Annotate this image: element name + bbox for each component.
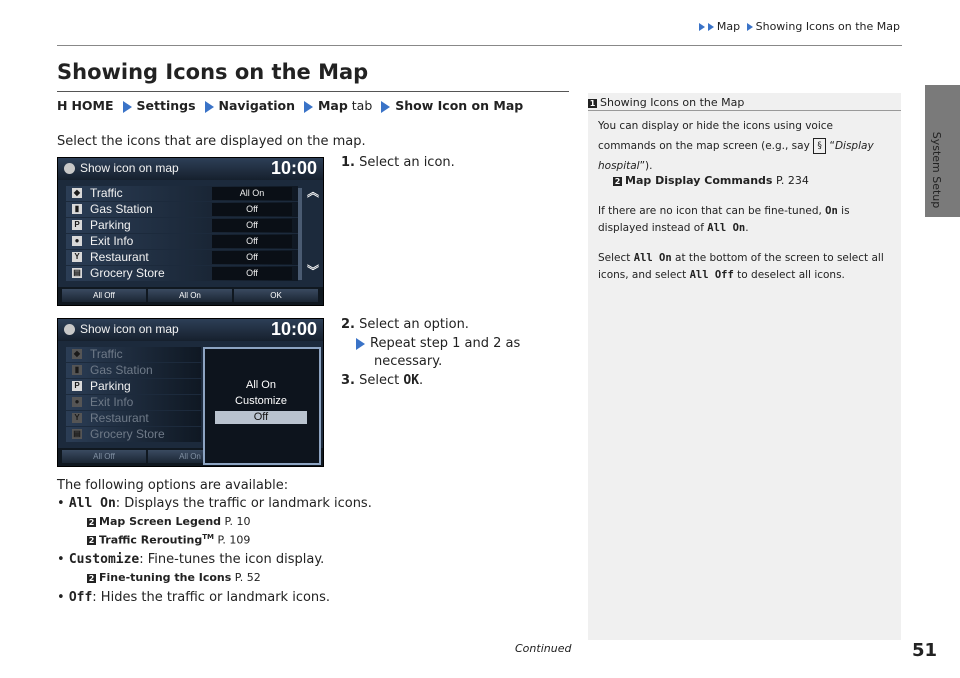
customize-name: Customize [68, 552, 140, 567]
nav-tab-word: tab [351, 98, 373, 113]
arrow-icon [381, 101, 390, 113]
text: All Off [689, 269, 734, 281]
option-popup [203, 347, 321, 465]
breadcrumb-section: Showing Icons on the Map [755, 20, 900, 33]
screen-header [58, 158, 323, 180]
ref-title: Map Display Commands [625, 174, 773, 187]
ref-title: Traffic Rerouting [99, 533, 203, 547]
arrow-icon [747, 23, 753, 31]
text: All On [633, 252, 672, 264]
screen-title: Show icon on map [80, 322, 179, 336]
screen-title: Show icon on map [80, 161, 179, 175]
screen-header [58, 319, 323, 341]
step-2-sub-text-2: necessary. [374, 354, 443, 369]
text: Select [598, 252, 631, 264]
restaurant-icon: Y [72, 252, 82, 262]
customize-desc: : Fine-tunes the icon display. [139, 552, 325, 567]
traffic-icon: ◆ [73, 188, 81, 197]
step-2-sub [356, 335, 520, 371]
nav-home: HOME [71, 98, 114, 113]
row-label: Restaurant [90, 411, 149, 425]
cross-reference-icon: 2 [88, 536, 95, 546]
text: icons, and select [598, 269, 687, 281]
bullet: • [57, 496, 65, 511]
text: . [745, 222, 749, 234]
ref-title: Map Screen Legend [99, 515, 222, 528]
icon-row-restaurant[interactable] [66, 250, 298, 265]
traffic-icon: ◆ [73, 349, 81, 358]
row-label: Exit Info [90, 395, 134, 409]
bullet: • [57, 552, 65, 567]
row-label: Gas Station [90, 202, 153, 216]
text: at the bottom of the screen to select all [675, 252, 884, 264]
arrow-icon [123, 101, 132, 113]
step-3-pre: Select [359, 373, 400, 388]
text: ”). [639, 160, 653, 172]
arrow-icon [304, 101, 313, 113]
text: is [841, 205, 850, 217]
option-off[interactable]: Off [215, 411, 307, 424]
ref-traffic-rerouting[interactable] [87, 533, 250, 547]
row-label: Restaurant [90, 250, 149, 264]
text: hospital [598, 160, 640, 172]
side-tab-label: System Setup [930, 131, 943, 209]
row-value: All On [212, 187, 292, 200]
screen-home-icon [64, 163, 75, 174]
all-on-desc: : Displays the traffic or landmark icons. [115, 496, 372, 511]
step-2-num: 2. [341, 317, 355, 332]
nav-show-icon: Show Icon on Map [395, 98, 524, 113]
talk-button-icon: § [813, 138, 826, 154]
ref-fine-tuning[interactable] [87, 571, 261, 584]
all-off-button[interactable]: All Off [62, 289, 146, 302]
step-2 [341, 317, 469, 332]
icon-row-traffic [66, 347, 201, 362]
page-number: 51 [912, 640, 938, 661]
ref-page: P. 234 [775, 174, 809, 187]
nav-map: Map [317, 98, 348, 113]
step-1-num: 1. [341, 155, 355, 170]
intro-text: Select the icons that are displayed on the map. [57, 134, 366, 149]
step-2-sub-text: Repeat step 1 and 2 as [370, 336, 521, 351]
ref-page: P. 10 [224, 515, 251, 528]
text: Display [834, 140, 874, 152]
icon-row-traffic[interactable] [66, 186, 298, 201]
arrow-icon [356, 338, 365, 350]
page-title: Showing Icons on the Map [57, 60, 369, 84]
header-rule [57, 45, 902, 46]
exit-info-icon: ● [72, 236, 82, 246]
sidebar-heading-text: Showing Icons on the Map [600, 96, 745, 109]
text: “ [829, 140, 835, 152]
screen-clock: 10:00 [270, 319, 317, 339]
sidebar-para-1 [598, 116, 893, 176]
row-label: Grocery Store [90, 427, 165, 441]
text: displayed instead of [598, 222, 704, 234]
running-header [699, 20, 900, 33]
cross-reference-icon: 2 [88, 517, 95, 527]
cross-reference-icon: 2 [614, 176, 621, 186]
arrow-icon [205, 101, 214, 113]
text: to deselect all icons. [737, 269, 845, 281]
row-label: Parking [90, 218, 131, 232]
all-on-button[interactable]: All On [148, 289, 232, 302]
grocery-store-icon: ▤ [73, 429, 81, 438]
row-label: Traffic [90, 347, 123, 361]
parking-icon: P [72, 220, 82, 230]
bullet: • [57, 590, 65, 605]
exit-info-icon: ● [72, 397, 82, 407]
sidebar-heading [588, 96, 744, 109]
icon-row-grocery-store [66, 427, 201, 442]
option-customize-item [57, 552, 324, 567]
row-value: Off [212, 267, 292, 280]
row-label: Exit Info [90, 234, 134, 248]
chevron-up-icon[interactable]: ︽ [307, 185, 320, 199]
note-marker-icon: 1 [589, 98, 596, 108]
chevron-down-icon[interactable]: ︾ [307, 264, 320, 278]
gas-station-icon: ▮ [72, 365, 82, 375]
text: All On [707, 222, 746, 234]
step-3-num: 3. [341, 373, 355, 388]
ref-page: P. 109 [217, 533, 251, 547]
nav-settings: Settings [136, 98, 196, 113]
icon-row-parking [66, 379, 201, 394]
icon-row-restaurant [66, 411, 201, 426]
off-desc: : Hides the traffic or landmark icons. [92, 590, 331, 605]
icon-row-gas-station [66, 363, 201, 378]
step-1-text: Select an icon. [359, 155, 455, 170]
sidebar-ref[interactable] [613, 174, 809, 187]
title-rule [57, 91, 569, 92]
nav-navigation: Navigation [218, 98, 295, 113]
trademark: TM [202, 533, 214, 541]
ref-title: Fine-tuning the Icons [99, 571, 232, 584]
all-on-name: All On [68, 496, 116, 511]
ref-page: P. 52 [234, 571, 261, 584]
screen-bottom-bar [58, 287, 323, 305]
icon-row-exit-info [66, 395, 201, 410]
icon-row-gas-station[interactable] [66, 202, 298, 217]
grocery-store-icon: ▤ [73, 268, 81, 277]
restaurant-icon: Y [72, 413, 82, 423]
cross-reference-icon: 2 [88, 573, 95, 583]
ok-button[interactable]: OK [234, 289, 318, 302]
scrollbar[interactable] [298, 188, 302, 280]
arrow-icon [708, 23, 714, 31]
parking-icon: P [72, 381, 82, 391]
icon-row-grocery-store[interactable] [66, 266, 298, 281]
option-customize[interactable]: Customize [235, 395, 287, 407]
text: On [825, 205, 838, 217]
icon-row-parking[interactable] [66, 218, 298, 233]
sidebar-para-3 [598, 250, 893, 284]
step-2-text: Select an option. [359, 317, 469, 332]
home-key-icon: H [57, 98, 68, 113]
row-value: Off [212, 251, 292, 264]
ref-map-screen-legend[interactable] [87, 515, 250, 528]
text: commands on the map screen (e.g., say [598, 140, 810, 152]
nav-path [57, 98, 523, 113]
row-label: Gas Station [90, 363, 153, 377]
row-label: Parking [90, 379, 131, 393]
option-all-on[interactable]: All On [246, 379, 276, 391]
row-label: Grocery Store [90, 266, 165, 280]
all-on-button: All On [148, 450, 232, 463]
all-off-button: All Off [62, 450, 146, 463]
row-label: Traffic [90, 186, 123, 200]
breadcrumb-map: Map [716, 20, 741, 33]
gas-station-icon: ▮ [72, 204, 82, 214]
options-intro: The following options are available: [57, 478, 289, 493]
step-3 [341, 373, 423, 388]
screen-home-icon [64, 324, 75, 335]
arrow-icon [699, 23, 705, 31]
step-1 [341, 155, 455, 170]
row-value: Off [212, 203, 292, 216]
text: You can display or hide the icons using voice [598, 120, 834, 132]
icon-row-exit-info[interactable] [66, 234, 298, 249]
continued-label: Continued [515, 642, 572, 655]
row-value: Off [212, 219, 292, 232]
row-value: Off [212, 235, 292, 248]
screenshot-icon-list [57, 157, 324, 306]
step-3-post: . [419, 373, 424, 388]
sidebar-para-2 [598, 203, 893, 237]
screen-clock: 10:00 [270, 158, 317, 178]
sidebar-rule [588, 110, 901, 111]
text: If there are no icon that can be fine-tuned, [598, 205, 822, 217]
option-all-on-item [57, 496, 372, 511]
screenshot-option-popup [57, 318, 324, 467]
option-off-item [57, 590, 330, 605]
off-name: Off [68, 590, 93, 605]
step-3-ok: OK [403, 373, 420, 388]
